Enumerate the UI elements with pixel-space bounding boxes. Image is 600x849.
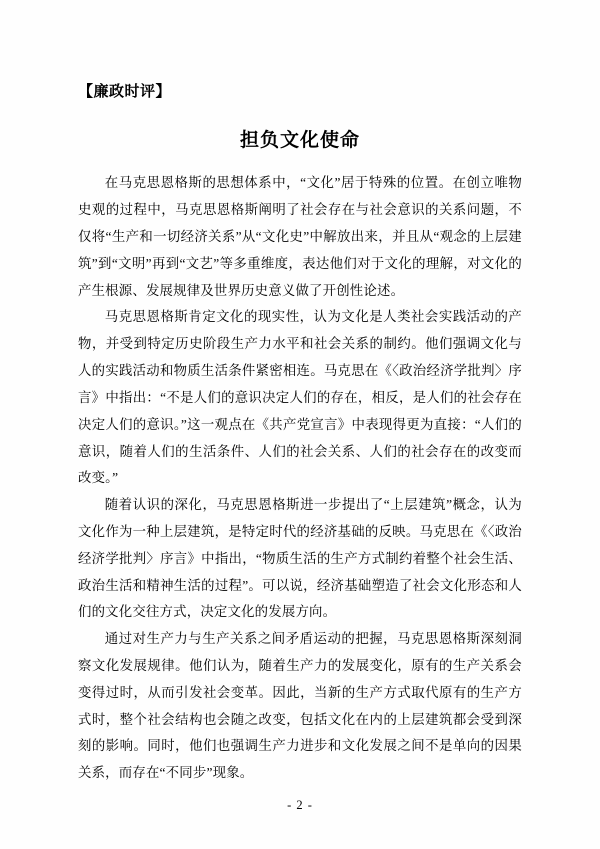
category-tag: 【廉政时评】 (78, 84, 172, 100)
page-title: 担负文化使命 (239, 130, 360, 151)
page-number: - 2 - (287, 798, 313, 812)
paragraph: 随着认识的深化，马克思恩格斯进一步提出了“上层建筑”概念，认为文化作为一种上层建筑，是特定时代的经济基础的反映。马克思在《〈政治经济学批判〉序言》中指出，“物质生活的生产方式制约着整个社会生活、政治生活和精神生活的过程”。可以说，经济基础塑造了社会文化形态和人们的文化交往方式，决定文化的发展方向。 (78, 497, 522, 620)
document-body (78, 170, 522, 787)
paragraph: 通过对生产力与生产关系之间矛盾运动的把握，马克思恩格斯深刻洞察文化发展规律。他们认为，随着生产力的发展变化，原有的生产关系会变得过时，从而引发社会变革。因此，当新的生产方式取代原有的生产方式时，整个社会结构也会随之改变，包括文化在内的上层建筑都会受到深刻的影响。同时，他们也强调生产力进步和文化发展之间不是单向的因果关系，而存在“不同步”现象。 (78, 631, 522, 781)
paragraph: 马克思恩格斯肯定文化的现实性，认为文化是人类社会实践活动的产物，并受到特定历史阶段生产力水平和社会关系的制约。他们强调文化与人的实践活动和物质生活条件紧密相连。马克思在《〈政治经济学批判〉序言》中指出：“不是人们的意识决定人们的存在，相反，是人们的社会存在决定人们的意识。”这一观点在《共产党宣言》中表现得更为直接：“人们的意识，随着人们的生活条件、人们的社会关系、人们的社会存在的改变而改变。” (78, 309, 522, 486)
paragraph: 在马克思恩格斯的思想体系中，“文化”居于特殊的位置。在创立唯物史观的过程中，马克思恩格斯阐明了社会存在与社会意识的关系问题，不仅将“生产和一切经济关系”从“文化史”中解放出来，并且从“观念的上层建筑”到“文明”再到“文艺”等多重维度，表达他们对于文化的理解，对文化的产生根源、发展规律及世界历史意义做了开创性论述。 (78, 175, 522, 298)
